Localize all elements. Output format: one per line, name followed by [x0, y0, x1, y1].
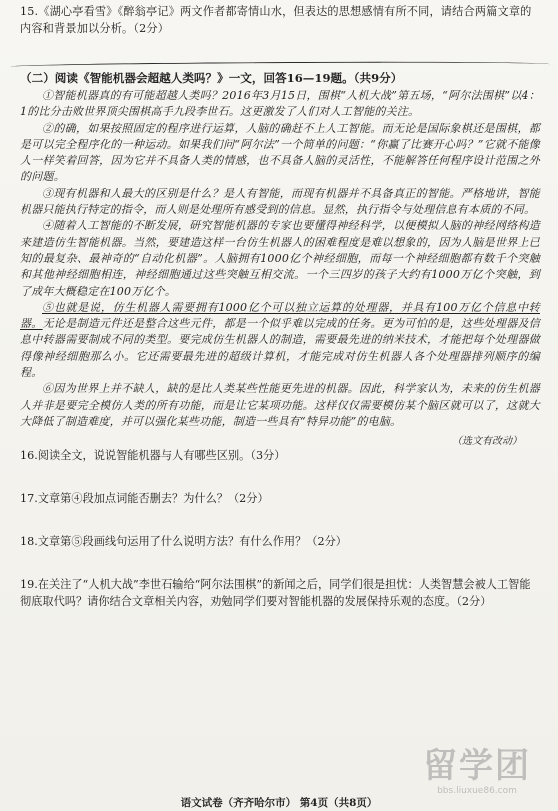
paragraph-6: ⑥因为世界上并不缺人，缺的是比人类某些性能更先进的机器。因此，科学家认为，未来的仿生机器人并非是要完全模仿人类的所有功能，而是让它某项功能。这样仅仅需要模仿某个脑区就可以了，这就大大降低了制造难度，并可以强化某些功能，制造一些具有“特异功能”的电脑。 — [20, 382, 540, 428]
paragraph-5 — [20, 300, 540, 381]
watermark-url: bbs.liuxue86.com — [437, 786, 517, 796]
watermark-brand: 留学团 — [423, 746, 531, 786]
paragraph-1: ①智能机器真的有可能超越人类吗？2016年3月15日，围棋“人机大战”第五场，“阿尔法围棋”以4：1的比分击败世界顶尖围棋高手九段李世石。这更激发了人们对人工智能的关注。 — [20, 89, 540, 119]
paragraph-5-rest: 无论是制造元件还是整合这些元件，都是一个似乎难以完成的任务。更为可怕的是，这些处理器及信息中转器需要制成不同的类型。要完成仿生机器人的制造，需要最先进的纳米技术，才能把每个处理器做得像神经细胞那么小。它还需要最先进的超级计算机，才能完成对仿生机器人各个处理器排列顺序的编程。 — [20, 317, 541, 380]
question-16: 16.阅读全文，说说智能机器与人有哪些区别。（3分） — [20, 449, 286, 462]
source-note: （选文有改动） — [452, 436, 522, 447]
section-title: （二）阅读《智能机器会超越人类吗？》一文，回答16—19题。（共9分） — [20, 71, 403, 85]
question-17: 17.文章第④段加点词能否删去？为什么？（2分） — [20, 492, 269, 505]
question-15: 15.《湖心亭看雪》《醉翁亭记》两文作者都寄情山水，但表达的思想感情有所不同，请结合两篇文章的内容和背景加以分析。（2分） — [20, 5, 532, 35]
reading-passage — [20, 88, 540, 430]
underlined-sentence: ⑤也就是说，仿生机器人需要拥有1000亿个可以独立运算的处理器，并具有100万亿个信息中转器。 — [20, 300, 540, 331]
paragraph-3: ③现有机器和人最大的区别是什么？是人有智能，而现有机器并不具备真正的智能。严格地讲，智能机器只能执行特定的指令，而人则是处理所有感受到的信息。显然，执行指令与处理信息有本质的不同。 — [20, 186, 540, 217]
paragraph-2: ②的确，如果按照固定的程序进行运算，人脑的确赶不上人工智能。而无论是国际象棋还是围棋，都是可以完全程序化的一种运动。如果我们问“阿尔法”一个简单的问题：“你赢了比赛开心吗？”它就不能像人一样笑着回答，因为它并不具备人类的情感，也不具备人脑的灵活性，不能解答任何程序设计范围之外的问题。 — [20, 121, 540, 184]
question-19: 19.在关注了“人机大战”李世石输给“阿尔法围棋”的新闻之后，同学们很是担忧：人类智慧会被人工智能彻底取代吗？请你结合文章相关内容，劝勉同学们要对智能机器的发展保持乐观的态度。（2分） — [20, 578, 531, 608]
paragraph-4: ④随着人工智能的不断发展，研究智能机器的专家也要懂得神经科学，以便模拟人脑的神经网络构造来建造仿生智能机器。当然，要建造这样一台仿生机器人的困难程度是难以想象的，因为人脑是世界上已知的最复杂、最神奇的“自动化机器”。人脑拥有1000亿个神经细胞，而每一个神经细胞都有数千个突触和其他神经细胞相连，神经细胞通过这些突触互相交流。一个三四岁的孩子大约有1000万亿个突触，到了成年大概稳定在100万亿个。 — [20, 219, 540, 298]
page-footer: 语文试卷（齐齐哈尔市） 第4页（共8页） — [180, 797, 378, 809]
watermark-logo — [402, 747, 552, 799]
question-18: 18.文章第⑤段画线句运用了什么说明方法？有什么作用？（2分） — [20, 535, 347, 548]
